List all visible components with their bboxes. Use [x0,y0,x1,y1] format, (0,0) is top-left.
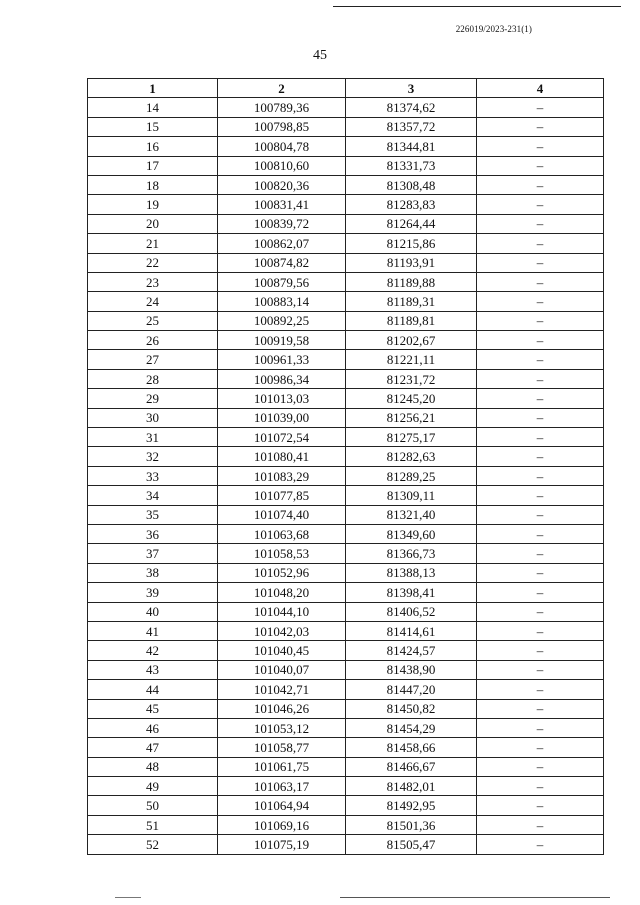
column-4-cell: – [477,98,604,117]
point-number-cell: 26 [88,331,218,350]
point-number-cell: 20 [88,214,218,233]
column-4-cell: – [477,621,604,640]
x-coordinate-cell: 101069,16 [218,815,346,834]
column-4-cell: – [477,466,604,485]
y-coordinate-cell: 81438,90 [346,660,477,679]
footer-rule [340,897,610,898]
table-row [88,777,604,796]
table-row [88,331,604,350]
x-coordinate-cell: 101072,54 [218,428,346,447]
point-number-cell: 25 [88,311,218,330]
y-coordinate-cell: 81424,57 [346,641,477,660]
column-4-cell: – [477,428,604,447]
table-row [88,466,604,485]
table-row [88,447,604,466]
column-4-cell: – [477,563,604,582]
column-4-cell: – [477,253,604,272]
y-coordinate-cell: 81256,21 [346,408,477,427]
point-number-cell: 45 [88,699,218,718]
column-4-cell: – [477,602,604,621]
y-coordinate-cell: 81189,31 [346,292,477,311]
table-row [88,311,604,330]
x-coordinate-cell: 101058,77 [218,738,346,757]
table-row [88,699,604,718]
x-coordinate-cell: 101058,53 [218,544,346,563]
point-number-cell: 48 [88,757,218,776]
column-4-cell: – [477,311,604,330]
y-coordinate-cell: 81231,72 [346,369,477,388]
x-coordinate-cell: 100874,82 [218,253,346,272]
y-coordinate-cell: 81193,91 [346,253,477,272]
point-number-cell: 50 [88,796,218,815]
document-id: 226019/2023-231(1) [455,24,532,34]
point-number-cell: 46 [88,718,218,737]
table-row [88,428,604,447]
point-number-cell: 43 [88,660,218,679]
header-rule [333,6,621,7]
footer-mark [115,897,141,898]
x-coordinate-cell: 101042,71 [218,680,346,699]
point-number-cell: 27 [88,350,218,369]
column-4-cell: – [477,137,604,156]
y-coordinate-cell: 81406,52 [346,602,477,621]
column-4-cell: – [477,408,604,427]
y-coordinate-cell: 81374,62 [346,98,477,117]
x-coordinate-cell: 100798,85 [218,117,346,136]
table-row [88,117,604,136]
column-4-cell: – [477,117,604,136]
table-row [88,350,604,369]
table-row [88,214,604,233]
y-coordinate-cell: 81189,88 [346,272,477,291]
y-coordinate-cell: 81308,48 [346,175,477,194]
y-coordinate-cell: 81450,82 [346,699,477,718]
table-row [88,544,604,563]
point-number-cell: 28 [88,369,218,388]
x-coordinate-cell: 101044,10 [218,602,346,621]
y-coordinate-cell: 81283,83 [346,195,477,214]
column-4-cell: – [477,835,604,854]
column-4-cell: – [477,641,604,660]
point-number-cell: 17 [88,156,218,175]
table-row [88,389,604,408]
x-coordinate-cell: 100804,78 [218,137,346,156]
column-4-cell: – [477,544,604,563]
point-number-cell: 33 [88,466,218,485]
x-coordinate-cell: 101040,45 [218,641,346,660]
column-4-cell: – [477,583,604,602]
table-row [88,369,604,388]
point-number-cell: 52 [88,835,218,854]
x-coordinate-cell: 100879,56 [218,272,346,291]
table-body [88,98,604,854]
column-header: 4 [477,79,604,98]
table-row [88,602,604,621]
y-coordinate-cell: 81447,20 [346,680,477,699]
column-4-cell: – [477,369,604,388]
point-number-cell: 14 [88,98,218,117]
column-4-cell: – [477,524,604,543]
x-coordinate-cell: 100961,33 [218,350,346,369]
x-coordinate-cell: 101039,00 [218,408,346,427]
y-coordinate-cell: 81189,81 [346,311,477,330]
x-coordinate-cell: 101077,85 [218,486,346,505]
y-coordinate-cell: 81466,67 [346,757,477,776]
point-number-cell: 29 [88,389,218,408]
column-4-cell: – [477,156,604,175]
point-number-cell: 21 [88,234,218,253]
page-number: 45 [313,48,327,63]
x-coordinate-cell: 100892,25 [218,311,346,330]
y-coordinate-cell: 81357,72 [346,117,477,136]
x-coordinate-cell: 101042,03 [218,621,346,640]
y-coordinate-cell: 81414,61 [346,621,477,640]
column-4-cell: – [477,350,604,369]
x-coordinate-cell: 100789,36 [218,98,346,117]
column-4-cell: – [477,447,604,466]
y-coordinate-cell: 81202,67 [346,331,477,350]
point-number-cell: 41 [88,621,218,640]
table-row [88,524,604,543]
table-row [88,195,604,214]
column-4-cell: – [477,660,604,679]
table-row [88,505,604,524]
y-coordinate-cell: 81458,66 [346,738,477,757]
x-coordinate-cell: 101075,19 [218,835,346,854]
table-row [88,583,604,602]
table-row [88,98,604,117]
table-row [88,815,604,834]
point-number-cell: 36 [88,524,218,543]
column-header: 2 [218,79,346,98]
column-4-cell: – [477,486,604,505]
column-4-cell: – [477,505,604,524]
y-coordinate-cell: 81215,86 [346,234,477,253]
point-number-cell: 19 [88,195,218,214]
x-coordinate-cell: 101064,94 [218,796,346,815]
column-header: 3 [346,79,477,98]
x-coordinate-cell: 100862,07 [218,234,346,253]
y-coordinate-cell: 81398,41 [346,583,477,602]
y-coordinate-cell: 81245,20 [346,389,477,408]
y-coordinate-cell: 81282,63 [346,447,477,466]
table-row [88,621,604,640]
point-number-cell: 15 [88,117,218,136]
column-4-cell: – [477,195,604,214]
x-coordinate-cell: 101061,75 [218,757,346,776]
x-coordinate-cell: 101083,29 [218,466,346,485]
table-row [88,660,604,679]
column-4-cell: – [477,796,604,815]
table-row [88,757,604,776]
y-coordinate-cell: 81501,36 [346,815,477,834]
point-number-cell: 49 [88,777,218,796]
y-coordinate-cell: 81344,81 [346,137,477,156]
column-4-cell: – [477,175,604,194]
point-number-cell: 42 [88,641,218,660]
column-4-cell: – [477,718,604,737]
column-4-cell: – [477,272,604,291]
y-coordinate-cell: 81388,13 [346,563,477,582]
point-number-cell: 44 [88,680,218,699]
column-4-cell: – [477,214,604,233]
column-4-cell: – [477,699,604,718]
table-row [88,563,604,582]
column-4-cell: – [477,389,604,408]
column-4-cell: – [477,234,604,253]
table-row [88,253,604,272]
x-coordinate-cell: 101053,12 [218,718,346,737]
point-number-cell: 30 [88,408,218,427]
y-coordinate-cell: 81505,47 [346,835,477,854]
point-number-cell: 51 [88,815,218,834]
y-coordinate-cell: 81482,01 [346,777,477,796]
column-4-cell: – [477,777,604,796]
table-row [88,137,604,156]
point-number-cell: 16 [88,137,218,156]
column-4-cell: – [477,331,604,350]
point-number-cell: 38 [88,563,218,582]
table-row [88,641,604,660]
x-coordinate-cell: 100986,34 [218,369,346,388]
x-coordinate-cell: 100919,58 [218,331,346,350]
y-coordinate-cell: 81321,40 [346,505,477,524]
point-number-cell: 37 [88,544,218,563]
point-number-cell: 24 [88,292,218,311]
table-row [88,796,604,815]
y-coordinate-cell: 81349,60 [346,524,477,543]
point-number-cell: 34 [88,486,218,505]
y-coordinate-cell: 81275,17 [346,428,477,447]
x-coordinate-cell: 101063,68 [218,524,346,543]
column-4-cell: – [477,815,604,834]
column-4-cell: – [477,680,604,699]
point-number-cell: 18 [88,175,218,194]
table-row [88,292,604,311]
x-coordinate-cell: 100831,41 [218,195,346,214]
table-row [88,486,604,505]
column-4-cell: – [477,757,604,776]
y-coordinate-cell: 81221,11 [346,350,477,369]
table-row [88,738,604,757]
x-coordinate-cell: 101046,26 [218,699,346,718]
x-coordinate-cell: 101040,07 [218,660,346,679]
table-row [88,835,604,854]
table-row [88,175,604,194]
x-coordinate-cell: 101013,03 [218,389,346,408]
x-coordinate-cell: 101080,41 [218,447,346,466]
table-row [88,718,604,737]
point-number-cell: 40 [88,602,218,621]
y-coordinate-cell: 81492,95 [346,796,477,815]
column-4-cell: – [477,292,604,311]
column-4-cell: – [477,738,604,757]
y-coordinate-cell: 81454,29 [346,718,477,737]
y-coordinate-cell: 81366,73 [346,544,477,563]
point-number-cell: 31 [88,428,218,447]
point-number-cell: 47 [88,738,218,757]
point-number-cell: 39 [88,583,218,602]
x-coordinate-cell: 101074,40 [218,505,346,524]
table-row [88,234,604,253]
table-row [88,156,604,175]
point-number-cell: 23 [88,272,218,291]
table-header-row [88,79,604,98]
point-number-cell: 35 [88,505,218,524]
x-coordinate-cell: 100883,14 [218,292,346,311]
x-coordinate-cell: 101063,17 [218,777,346,796]
point-number-cell: 22 [88,253,218,272]
y-coordinate-cell: 81309,11 [346,486,477,505]
y-coordinate-cell: 81331,73 [346,156,477,175]
point-number-cell: 32 [88,447,218,466]
x-coordinate-cell: 100820,36 [218,175,346,194]
x-coordinate-cell: 101052,96 [218,563,346,582]
x-coordinate-cell: 101048,20 [218,583,346,602]
y-coordinate-cell: 81289,25 [346,466,477,485]
coordinates-table [87,78,604,855]
table-row [88,408,604,427]
table-row [88,272,604,291]
y-coordinate-cell: 81264,44 [346,214,477,233]
table-row [88,680,604,699]
column-header: 1 [88,79,218,98]
x-coordinate-cell: 100839,72 [218,214,346,233]
x-coordinate-cell: 100810,60 [218,156,346,175]
